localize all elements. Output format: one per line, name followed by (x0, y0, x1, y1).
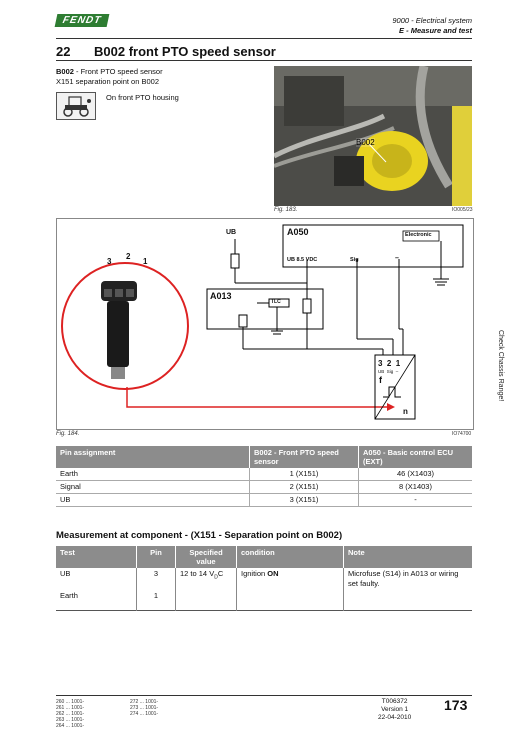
page-title (56, 44, 276, 59)
cell: 46 (X1403) (359, 468, 473, 481)
fendt-logo: FENDT (55, 14, 110, 27)
photo-caption: Fig. 183. (274, 207, 298, 213)
cell: UB (56, 494, 250, 507)
footer-models-col2: 272 ... 1001- 273 ... 1001- 274 ... 1001- (130, 699, 159, 717)
doc-code: T006372 (381, 698, 408, 705)
footer-models-col1: 260 ... 1001- 261 ... 1001- 262 ... 1001- 263 ... 1001- 264 ... 1001- (56, 699, 85, 729)
table-row (56, 468, 472, 481)
connector-pin-names: UB Sig – (378, 369, 399, 374)
header-rule (56, 38, 472, 39)
label-electronic: Electronic (405, 232, 432, 238)
separation-point: X151 separation point on B002 (56, 77, 159, 86)
cell: 8 (X1403) (359, 481, 473, 494)
cell: Earth (56, 468, 250, 481)
footer-rule (56, 695, 472, 696)
location-text: On front PTO housing (106, 93, 179, 102)
cell-value (176, 590, 237, 610)
header-info (392, 16, 472, 36)
label-minus: – (395, 255, 399, 262)
component-code: B002 (56, 67, 74, 76)
cell: 2 (X151) (250, 481, 359, 494)
header-system: 9000 - Electrical system (392, 16, 472, 25)
cell-note (344, 590, 473, 610)
label-n: n (403, 407, 408, 416)
diagram-caption: Fig. 184. (56, 431, 80, 437)
cell: 1 (X151) (250, 468, 359, 481)
section-title: B002 front PTO speed sensor (94, 44, 276, 59)
table-row (56, 494, 472, 507)
cell-note: Microfuse (S14) in A013 or wiring set faulty. (344, 568, 473, 590)
cell: Signal (56, 481, 250, 494)
cell: - (359, 494, 473, 507)
label-ub-85: UB 8.5 VDC (287, 257, 318, 263)
footer-doc-info (378, 698, 411, 722)
sensor-pin-3: 3 (107, 257, 112, 266)
sensor-photo (274, 66, 472, 206)
cell: 3 (X151) (250, 494, 359, 507)
table-row (56, 568, 472, 590)
label-ub: UB (226, 229, 237, 236)
connector-pin-numbers: 3 2 1 (378, 359, 401, 368)
col-pin-assignment: Pin assignment (56, 446, 250, 468)
diagram-code: IO74700 (452, 431, 472, 437)
col-condition: condition (237, 546, 344, 568)
label-tlc: TLC (271, 299, 281, 305)
photo-label-b002: B002 (356, 138, 375, 147)
sensor-pin-1: 1 (143, 257, 148, 266)
measurement-table (56, 546, 472, 611)
doc-version: Version 1 (381, 706, 409, 713)
table-row (56, 590, 472, 610)
label-sig: Sig (350, 257, 359, 263)
table-header-row (56, 546, 472, 568)
label-a013: A013 (210, 291, 232, 301)
header-section: E - Measure and test (399, 26, 472, 35)
col-pin: Pin (137, 546, 176, 568)
col-specified-value: Specified value (176, 546, 237, 568)
wiring-diagram (56, 218, 474, 430)
cell-test: UB (60, 569, 71, 578)
section-number: 22 (56, 44, 71, 59)
component-desc: - Front PTO speed sensor (73, 67, 163, 76)
page-number: 173 (444, 697, 468, 713)
doc-date: 22-04-2010 (378, 714, 412, 721)
sensor-pin-2: 2 (126, 252, 131, 261)
title-rule (56, 60, 472, 61)
cell-condition: Ignition ON (237, 568, 344, 590)
photo-code: IO005/23 (452, 207, 473, 213)
col-b002: B002 - Front PTO speed sensor (250, 446, 359, 468)
col-a050: A050 - Basic control ECU (EXT) (359, 446, 473, 468)
label-a050: A050 (287, 227, 309, 237)
col-test: Test (56, 546, 137, 568)
col-note: Note (344, 546, 473, 568)
cell-pin: 1 (137, 590, 176, 610)
cell-value: 12 to 14 $V_DC$ (176, 568, 237, 590)
cell-test: Earth (60, 591, 78, 600)
table-header-row (56, 446, 472, 468)
sidebar-text: Check Chassis Range! (497, 330, 504, 402)
cell-pin: 3 (137, 568, 176, 590)
cell-condition (237, 590, 344, 610)
component-intro (56, 67, 163, 87)
label-f: f (379, 375, 382, 385)
measurement-title: Measurement at component - (X151 - Separation point on B002) (56, 530, 343, 541)
table-row (56, 481, 472, 494)
pin-assignment-table (56, 446, 472, 507)
tractor-front-icon (56, 92, 96, 120)
